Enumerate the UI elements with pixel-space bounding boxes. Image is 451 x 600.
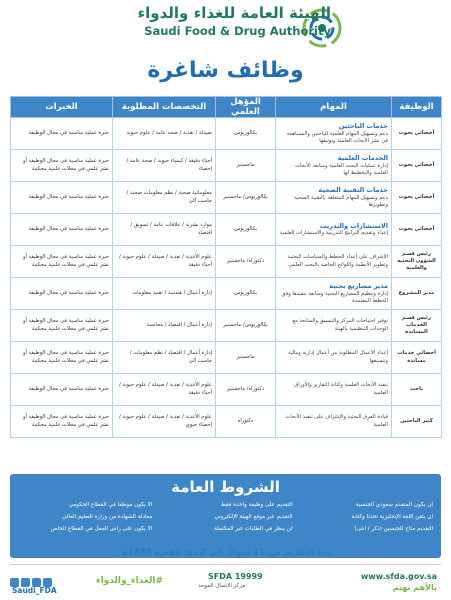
task-description: إعداد الأعمال المطلوبة من أعمال إدارية ومالية وتنسيقها <box>288 350 388 364</box>
specialties-cell: علوم الأغذية / تغذية / صيدلة / علوم حيوية / أحياء دقيقة <box>113 374 216 406</box>
task-description: إدارة وتنظيم المشاريع البحثية ومتابعة تنفيذها وفق الخطط المعتمدة <box>281 290 388 304</box>
task-title: خدمات الباحثين <box>338 122 388 131</box>
condition-item: أن يتقن اللغة الإنجليزية تحدثاً وكتابة <box>351 514 433 520</box>
specialties-cell: إدارة أعمال / هندسة / تقنية معلومات <box>113 278 216 310</box>
condition-item: ألا يكون على رأس العمل في القطاع الخاص <box>50 526 153 532</box>
specialties-cell: علوم الأغذية / تغذية / صيدلة / علوم حيوية / أحياء دقيقة <box>113 246 216 278</box>
job-title-cell: رئيس قسم الخدمات المساندة <box>392 310 442 342</box>
tasks-cell <box>276 182 392 214</box>
table-row <box>11 150 442 182</box>
job-title-cell: أخصائي بحوث <box>392 182 442 214</box>
experience-cell: خبرة عملية مناسبة في مجال الوظيفة <box>11 374 113 406</box>
table-row <box>11 214 442 246</box>
conditions-title: الشروط العامة <box>171 478 280 496</box>
slogan: بالأهم نهتم <box>392 583 437 592</box>
call-center-number: SFDA 19999 <box>208 572 263 581</box>
task-description: دعم وتسهيل المهام العلمية للباحثين والمساهمة في نشر الأبحاث العلمية وتوثيقها <box>286 130 388 144</box>
table-row <box>11 374 442 406</box>
tasks-cell <box>276 150 392 182</box>
header-specialties: التخصصات المطلوبة <box>113 97 216 118</box>
specialties-cell: معلوماتية صحية / نظم معلومات صحية / حاسب آلي <box>113 182 216 214</box>
qualification-cell: بكالوريوس <box>216 214 276 246</box>
specialties-cell: أحياء دقيقة / كيمياء حيوية / صحة عامة / إحصاء <box>113 150 216 182</box>
specialties-cell: علوم الأغذية / تغذية / صيدلة / علوم حيوية / إحصاء حيوي <box>113 406 216 438</box>
page-title: وظائف شاغرة <box>147 58 304 83</box>
job-title-cell: أخصائي بحوث <box>392 118 442 150</box>
table-row <box>11 342 442 374</box>
condition-item: التقديم على وظيفة واحدة فقط <box>220 502 293 508</box>
table-row <box>11 182 442 214</box>
general-conditions-panel <box>10 474 441 558</box>
experience-cell: خبرة عملية مناسبة في مجال الوظيفة أو نشر علمي في مجلات علمية محكمة <box>11 406 113 438</box>
table-header-row <box>11 97 442 118</box>
qualification-cell: بكالوريوس/ ماجستير <box>216 182 276 214</box>
header-job: الوظيفة <box>392 97 442 118</box>
qualification-cell: دكتوراه/ ماجستير <box>216 246 276 278</box>
experience-cell: خبرة عملية مناسبة في مجال الوظيفة <box>11 118 113 150</box>
header-experience: الخبرات <box>11 97 113 118</box>
experience-cell: خبرة عملية مناسبة في مجال الوظيفة أو نشر علمي في مجلات علمية محكمة <box>11 310 113 342</box>
specialties-cell: إدارة أعمال / اقتصاد / محاسبة <box>113 310 216 342</box>
title-band <box>0 54 451 94</box>
job-title-cell: أخصائي بحوث <box>392 214 442 246</box>
qualification-cell: بكالوريوس <box>216 278 276 310</box>
job-title-cell: أخصائي بحوث <box>392 150 442 182</box>
tasks-cell <box>276 246 392 278</box>
specialties-cell: موارد بشرية / علاقات عامة / تسويق / اقتصاد <box>113 214 216 246</box>
hashtag: #الغذاء_والدواء <box>96 576 164 586</box>
job-title-cell: رئيس قسم الشؤون البحثية والعلمية <box>392 246 442 278</box>
table-row <box>11 278 442 310</box>
condition-item: التقديم عبر موقع الهيئة الإلكتروني <box>214 514 293 520</box>
task-description: إعداد وتقديم البرامج التدريبية والاستشارات العلمية <box>279 230 388 237</box>
task-title: الخدمات العلمية <box>337 154 388 163</box>
task-description: تنفيذ الأبحاث العلمية وكتابة التقارير والأوراق العلمية <box>294 382 388 396</box>
application-dates: يبدأ التقديم من 11 شوال إلى 2 ذي القعدة 1438هـ <box>119 548 332 558</box>
jobs-table <box>10 96 442 438</box>
qualification-cell: بكالوريوس <box>216 118 276 150</box>
task-description: إدارة عمليات البحث العلمية ومتابعة الأبحاث العلمية والتخطيط لها <box>295 162 388 176</box>
table-row <box>11 310 442 342</box>
footer-divider <box>10 564 441 565</box>
tasks-cell <box>276 310 392 342</box>
job-title-cell: أخصائي خدمات مساندة <box>392 342 442 374</box>
table-row <box>11 246 442 278</box>
header-qualification: المؤهل العلمي <box>216 97 276 118</box>
tasks-cell <box>276 278 392 310</box>
task-title: خدمات التقنية الصحية <box>318 186 388 195</box>
qualification-cell: دكتوراه <box>216 406 276 438</box>
table-row <box>11 118 442 150</box>
table-row <box>11 406 442 438</box>
task-description: دعم وتسهيل المهام المتعلقة بالتقنية الصحية وتطويرها <box>294 194 388 208</box>
qualification-cell: ماجستير <box>216 342 276 374</box>
job-title-cell: باحث <box>392 374 442 406</box>
footer <box>0 568 451 600</box>
task-description: توفير احتياجات المركز والتنسيق والمتابعة مع الوحدات التنظيمية بالهيئة <box>292 318 388 332</box>
header-tasks: المهام <box>276 97 392 118</box>
qualification-cell: ماجستير <box>216 150 276 182</box>
task-description: قيادة الفرق البحثية والإشراف على تنفيذ الأبحاث العلمية <box>285 414 388 428</box>
website-link[interactable]: www.sfda.gov.sa <box>360 572 437 581</box>
org-name-arabic: الهيئة العامة للغذاء والدواء <box>137 4 331 22</box>
experience-cell: خبرة عملية مناسبة في مجال الوظيفة أو نشر علمي في مجلات علمية محكمة <box>11 246 113 278</box>
call-center-label: مركز الاتصال الموحد <box>198 583 246 589</box>
tasks-cell <box>276 374 392 406</box>
condition-item: لن ينظر في الطلبات غير المكتملة <box>214 526 293 532</box>
header <box>0 0 451 52</box>
task-description: الإشراف على إعداد الخطط والسياسات البحثية وتطوير الأنظمة واللوائح الخاصة بالبحث العلمي <box>287 254 388 268</box>
condition-item: ألا يكون موظفاً في القطاع الحكومي <box>68 502 153 508</box>
qualification-cell: دكتوراه/ ماجستير <box>216 374 276 406</box>
job-title-cell: مدير المشروع <box>392 278 442 310</box>
task-title: مدير مشاريع بحثية <box>329 282 388 291</box>
qualification-cell: بكالوريوس/ ماجستير <box>216 310 276 342</box>
condition-item: أن يكون المتقدم سعودي الجنسية <box>355 502 433 508</box>
specialties-cell: صيدلة / تغذية / صحة عامة / علوم حيوية <box>113 118 216 150</box>
experience-cell: خبرة عملية مناسبة في مجال الوظيفة أو نشر علمي في مجلات علمية محكمة <box>11 150 113 182</box>
tasks-cell <box>276 406 392 438</box>
experience-cell: خبرة عملية مناسبة في مجال الوظيفة <box>11 214 113 246</box>
tasks-cell <box>276 214 392 246</box>
experience-cell: خبرة عملية مناسبة في مجال الوظيفة <box>11 278 113 310</box>
task-title: الاستشارات والتدريب <box>319 221 388 230</box>
condition-item: معادلة الشهادة من وزارة التعليم العالي <box>62 514 153 520</box>
job-title-cell: كبير الباحثين <box>392 406 442 438</box>
tasks-cell <box>276 342 392 374</box>
social-handle[interactable]: Saudi_FDA <box>12 586 57 595</box>
condition-item: التقديم متاح للجنسين (ذكر / أنثى) <box>354 526 433 532</box>
experience-cell: خبرة عملية مناسبة في مجال الوظيفة <box>11 182 113 214</box>
experience-cell: خبرة عملية مناسبة في مجال الوظيفة أو نشر علمي في مجلات علمية محكمة <box>11 342 113 374</box>
tasks-cell <box>276 118 392 150</box>
org-name-english: Saudi Food & Drug Authority <box>144 24 331 38</box>
specialties-cell: إدارة أعمال / اقتصاد / نظم معلومات / حاسب آلي <box>113 342 216 374</box>
conditions-list <box>18 502 433 538</box>
